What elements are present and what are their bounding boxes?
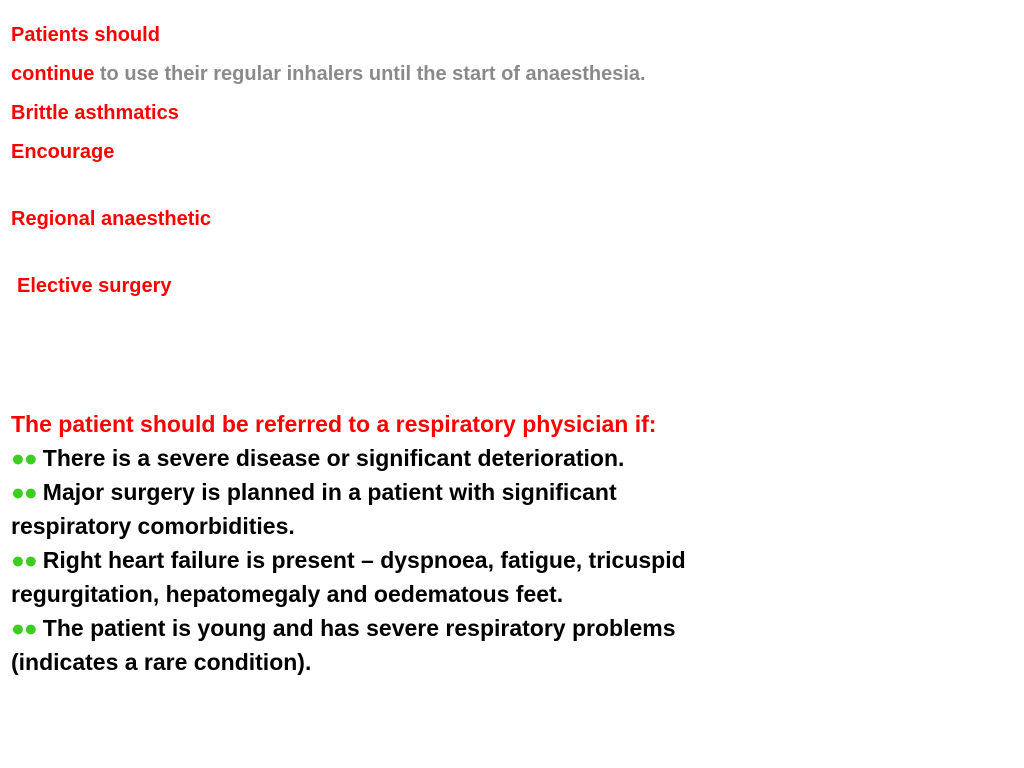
referral-item-continuation: respiratory comorbidities. [11, 513, 295, 539]
continue-keyword: continue [11, 63, 95, 85]
referral-heading: The patient should be referred to a respiratory physician if: [11, 411, 657, 437]
referral-item-text: Major surgery is planned in a patient with significant [42, 479, 617, 505]
continue-inhalers-text: to use their regular inhalers until the start of anaesthesia. [94, 63, 646, 85]
referral-item [11, 611, 771, 645]
referral-item-continuation: regurgitation, hepatomegaly and oedematous feet. [11, 581, 564, 607]
patients-should-heading: Patients should [11, 24, 160, 46]
bullet-icon: ●● [11, 445, 37, 471]
referral-item [11, 475, 771, 509]
referral-item [11, 441, 771, 475]
bullet-icon: ●● [11, 479, 37, 505]
elective-surgery-heading: Elective surgery [17, 275, 172, 297]
referral-item-text: The patient is young and has severe respiratory problems [42, 615, 676, 641]
referral-item-text: Right heart failure is present – dyspnoea, fatigue, tricuspid [42, 547, 686, 573]
encourage-heading: Encourage [11, 141, 115, 163]
bullet-icon: ●● [11, 615, 37, 641]
continue-inhalers-line [11, 62, 646, 86]
referral-section [11, 407, 771, 679]
regional-anaesthetic-heading: Regional anaesthetic [11, 208, 212, 230]
referral-item-text: There is a severe disease or significant deterioration. [42, 445, 625, 471]
brittle-asthmatics-heading: Brittle asthmatics [11, 102, 179, 124]
referral-item-continuation: (indicates a rare condition). [11, 649, 312, 675]
referral-item [11, 543, 771, 577]
bullet-icon: ●● [11, 547, 37, 573]
